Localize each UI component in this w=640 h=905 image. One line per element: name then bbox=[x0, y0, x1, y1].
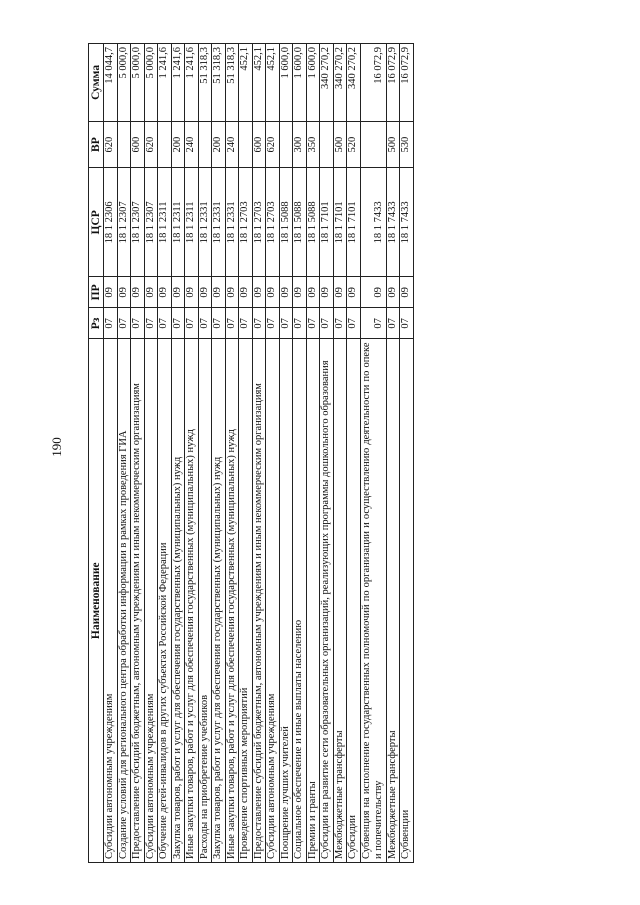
cell-sum: 16 072,9 bbox=[360, 44, 386, 122]
cell-pr: 09 bbox=[171, 277, 185, 308]
cell-name: Иные закупки товаров, работ и услуг для обеспечения государственных (муниципальных) нужд bbox=[185, 339, 199, 863]
cell-name: Субсидии автономным учреждениям bbox=[104, 339, 118, 863]
cell-rz: 07 bbox=[360, 308, 386, 339]
cell-pr: 09 bbox=[347, 277, 361, 308]
cell-csr: 18 1 2703 bbox=[252, 168, 266, 277]
cell-sum: 16 072,9 bbox=[386, 44, 400, 122]
cell-pr: 09 bbox=[131, 277, 145, 308]
cell-name: Обучение детей-инвалидов в других субъектах Российской Федерации bbox=[158, 339, 172, 863]
cell-name: Субсидии на развитие сети образовательных организаций, реализующих программы дошкольного образования bbox=[320, 339, 334, 863]
cell-sum: 1 241,6 bbox=[171, 44, 185, 122]
cell-csr: 18 1 7101 bbox=[333, 168, 347, 277]
cell-pr: 09 bbox=[360, 277, 386, 308]
cell-vr: 300 bbox=[293, 121, 307, 168]
cell-pr: 09 bbox=[320, 277, 334, 308]
cell-csr: 18 1 2307 bbox=[144, 168, 158, 277]
cell-sum: 340 270,2 bbox=[347, 44, 361, 122]
cell-name: Межбюджетные трансферты bbox=[333, 339, 347, 863]
cell-vr: 600 bbox=[252, 121, 266, 168]
cell-vr: 500 bbox=[333, 121, 347, 168]
cell-csr: 18 1 2306 bbox=[104, 168, 118, 277]
cell-rz: 07 bbox=[144, 308, 158, 339]
cell-csr: 18 1 7433 bbox=[400, 168, 414, 277]
cell-rz: 07 bbox=[131, 308, 145, 339]
cell-sum: 1 241,6 bbox=[185, 44, 199, 122]
cell-rz: 07 bbox=[171, 308, 185, 339]
page-number: 190 bbox=[49, 437, 64, 457]
cell-csr: 18 1 7101 bbox=[347, 168, 361, 277]
cell-vr bbox=[279, 121, 293, 168]
cell-csr: 18 1 2307 bbox=[117, 168, 131, 277]
cell-sum: 51 318,3 bbox=[225, 44, 239, 122]
cell-csr: 18 1 2311 bbox=[185, 168, 199, 277]
table-row bbox=[131, 44, 145, 863]
header-vr: ВР bbox=[89, 121, 104, 168]
table-row bbox=[198, 44, 212, 863]
cell-rz: 07 bbox=[266, 308, 280, 339]
table-row bbox=[171, 44, 185, 863]
cell-rz: 07 bbox=[198, 308, 212, 339]
cell-rz: 07 bbox=[239, 308, 253, 339]
cell-csr: 18 1 7101 bbox=[320, 168, 334, 277]
cell-name: Межбюджетные трансферты bbox=[386, 339, 400, 863]
cell-pr: 09 bbox=[386, 277, 400, 308]
table-row bbox=[117, 44, 131, 863]
cell-pr: 09 bbox=[144, 277, 158, 308]
table-row bbox=[386, 44, 400, 863]
cell-pr: 09 bbox=[400, 277, 414, 308]
cell-sum: 1 241,6 bbox=[158, 44, 172, 122]
cell-pr: 09 bbox=[293, 277, 307, 308]
cell-pr: 09 bbox=[158, 277, 172, 308]
header-csr: ЦСР bbox=[89, 168, 104, 277]
cell-csr: 18 1 2331 bbox=[198, 168, 212, 277]
cell-vr: 240 bbox=[225, 121, 239, 168]
table-row bbox=[158, 44, 172, 863]
cell-rz: 07 bbox=[104, 308, 118, 339]
cell-pr: 09 bbox=[306, 277, 320, 308]
cell-vr: 240 bbox=[185, 121, 199, 168]
cell-name: Создание условий для регионального центра обработки информации в рамках проведения ГИА bbox=[117, 339, 131, 863]
cell-sum: 1 600,0 bbox=[279, 44, 293, 122]
cell-pr: 09 bbox=[212, 277, 226, 308]
cell-vr bbox=[117, 121, 131, 168]
cell-rz: 07 bbox=[306, 308, 320, 339]
table-row bbox=[266, 44, 280, 863]
table-row bbox=[400, 44, 414, 863]
cell-rz: 07 bbox=[333, 308, 347, 339]
cell-csr: 18 1 5088 bbox=[279, 168, 293, 277]
cell-csr: 18 1 5088 bbox=[306, 168, 320, 277]
table-header-row bbox=[89, 44, 104, 863]
cell-sum: 340 270,2 bbox=[333, 44, 347, 122]
budget-table bbox=[88, 43, 414, 863]
cell-rz: 07 bbox=[225, 308, 239, 339]
cell-rz: 07 bbox=[117, 308, 131, 339]
table-row bbox=[239, 44, 253, 863]
table-row bbox=[252, 44, 266, 863]
cell-sum: 452,1 bbox=[252, 44, 266, 122]
cell-pr: 09 bbox=[279, 277, 293, 308]
cell-csr: 18 1 2331 bbox=[212, 168, 226, 277]
cell-csr: 18 1 2311 bbox=[158, 168, 172, 277]
cell-csr: 18 1 2311 bbox=[171, 168, 185, 277]
cell-pr: 09 bbox=[104, 277, 118, 308]
cell-name: Премии и гранты bbox=[306, 339, 320, 863]
cell-sum: 1 600,0 bbox=[306, 44, 320, 122]
table-row bbox=[347, 44, 361, 863]
cell-rz: 07 bbox=[212, 308, 226, 339]
cell-name: Закупка товаров, работ и услуг для обеспечения государственных (муниципальных) нужд bbox=[212, 339, 226, 863]
cell-pr: 09 bbox=[117, 277, 131, 308]
cell-csr: 18 1 2703 bbox=[239, 168, 253, 277]
cell-name: Иные закупки товаров, работ и услуг для обеспечения государственных (муниципальных) нужд bbox=[225, 339, 239, 863]
cell-sum: 51 318,3 bbox=[212, 44, 226, 122]
cell-pr: 09 bbox=[266, 277, 280, 308]
cell-vr bbox=[239, 121, 253, 168]
cell-vr: 620 bbox=[266, 121, 280, 168]
cell-name: Субвенции bbox=[400, 339, 414, 863]
table-row bbox=[306, 44, 320, 863]
cell-vr bbox=[158, 121, 172, 168]
cell-sum: 340 270,2 bbox=[320, 44, 334, 122]
header-pr: ПР bbox=[89, 277, 104, 308]
cell-name: Предоставление субсидий бюджетным, автономным учреждениям и иным некоммерческим организациям bbox=[252, 339, 266, 863]
cell-vr bbox=[320, 121, 334, 168]
cell-vr: 520 bbox=[347, 121, 361, 168]
table-row bbox=[225, 44, 239, 863]
cell-rz: 07 bbox=[185, 308, 199, 339]
cell-rz: 07 bbox=[400, 308, 414, 339]
table-row bbox=[320, 44, 334, 863]
cell-pr: 09 bbox=[185, 277, 199, 308]
cell-name: Социальное обеспечение и иные выплаты населению bbox=[293, 339, 307, 863]
cell-vr: 530 bbox=[400, 121, 414, 168]
header-rz: Рз bbox=[89, 308, 104, 339]
cell-sum: 51 318,3 bbox=[198, 44, 212, 122]
cell-vr: 200 bbox=[171, 121, 185, 168]
cell-csr: 18 1 7433 bbox=[360, 168, 386, 277]
cell-name: Закупка товаров, работ и услуг для обеспечения государственных (муниципальных) нужд bbox=[171, 339, 185, 863]
cell-vr: 620 bbox=[144, 121, 158, 168]
cell-sum: 5 000,0 bbox=[144, 44, 158, 122]
cell-sum: 452,1 bbox=[239, 44, 253, 122]
cell-vr bbox=[360, 121, 386, 168]
cell-csr: 18 1 7433 bbox=[386, 168, 400, 277]
cell-name: Поощрение лучших учителей bbox=[279, 339, 293, 863]
cell-pr: 09 bbox=[225, 277, 239, 308]
cell-sum: 1 600,0 bbox=[293, 44, 307, 122]
cell-pr: 09 bbox=[252, 277, 266, 308]
cell-pr: 09 bbox=[239, 277, 253, 308]
table-row bbox=[104, 44, 118, 863]
cell-sum: 5 000,0 bbox=[131, 44, 145, 122]
cell-vr bbox=[198, 121, 212, 168]
cell-name: Субсидии автономным учреждениям bbox=[144, 339, 158, 863]
cell-name: Проведение спортивных мероприятий bbox=[239, 339, 253, 863]
cell-csr: 18 1 2307 bbox=[131, 168, 145, 277]
table-row bbox=[279, 44, 293, 863]
header-name: Наименование bbox=[89, 339, 104, 863]
cell-sum: 5 000,0 bbox=[117, 44, 131, 122]
cell-rz: 07 bbox=[252, 308, 266, 339]
cell-name: Субсидии автономным учреждениям bbox=[266, 339, 280, 863]
cell-vr: 600 bbox=[131, 121, 145, 168]
table-row bbox=[212, 44, 226, 863]
cell-pr: 09 bbox=[333, 277, 347, 308]
table-row bbox=[360, 44, 386, 863]
cell-name: Субвенция на исполнение государственных полномочий по организации и осуществлению деятельности по опеке и попечительству bbox=[360, 339, 386, 863]
cell-csr: 18 1 2331 bbox=[225, 168, 239, 277]
rotated-table-container bbox=[88, 43, 618, 863]
cell-rz: 07 bbox=[320, 308, 334, 339]
cell-csr: 18 1 2703 bbox=[266, 168, 280, 277]
cell-sum: 16 072,9 bbox=[400, 44, 414, 122]
cell-vr: 500 bbox=[386, 121, 400, 168]
cell-sum: 452,1 bbox=[266, 44, 280, 122]
table-row bbox=[293, 44, 307, 863]
cell-name: Расходы на приобретение учебников bbox=[198, 339, 212, 863]
cell-vr: 200 bbox=[212, 121, 226, 168]
table-row bbox=[185, 44, 199, 863]
cell-csr: 18 1 5088 bbox=[293, 168, 307, 277]
cell-rz: 07 bbox=[293, 308, 307, 339]
cell-rz: 07 bbox=[386, 308, 400, 339]
cell-name: Предоставление субсидий бюджетным, автономным учреждениям и иным некоммерческим организациям bbox=[131, 339, 145, 863]
table-row bbox=[333, 44, 347, 863]
cell-pr: 09 bbox=[198, 277, 212, 308]
header-sum: Сумма bbox=[89, 44, 104, 122]
cell-rz: 07 bbox=[158, 308, 172, 339]
table-row bbox=[144, 44, 158, 863]
cell-rz: 07 bbox=[347, 308, 361, 339]
cell-rz: 07 bbox=[279, 308, 293, 339]
cell-vr: 350 bbox=[306, 121, 320, 168]
table-body bbox=[104, 44, 414, 863]
cell-name: Субсидии bbox=[347, 339, 361, 863]
cell-sum: 14 044,7 bbox=[104, 44, 118, 122]
cell-vr: 620 bbox=[104, 121, 118, 168]
